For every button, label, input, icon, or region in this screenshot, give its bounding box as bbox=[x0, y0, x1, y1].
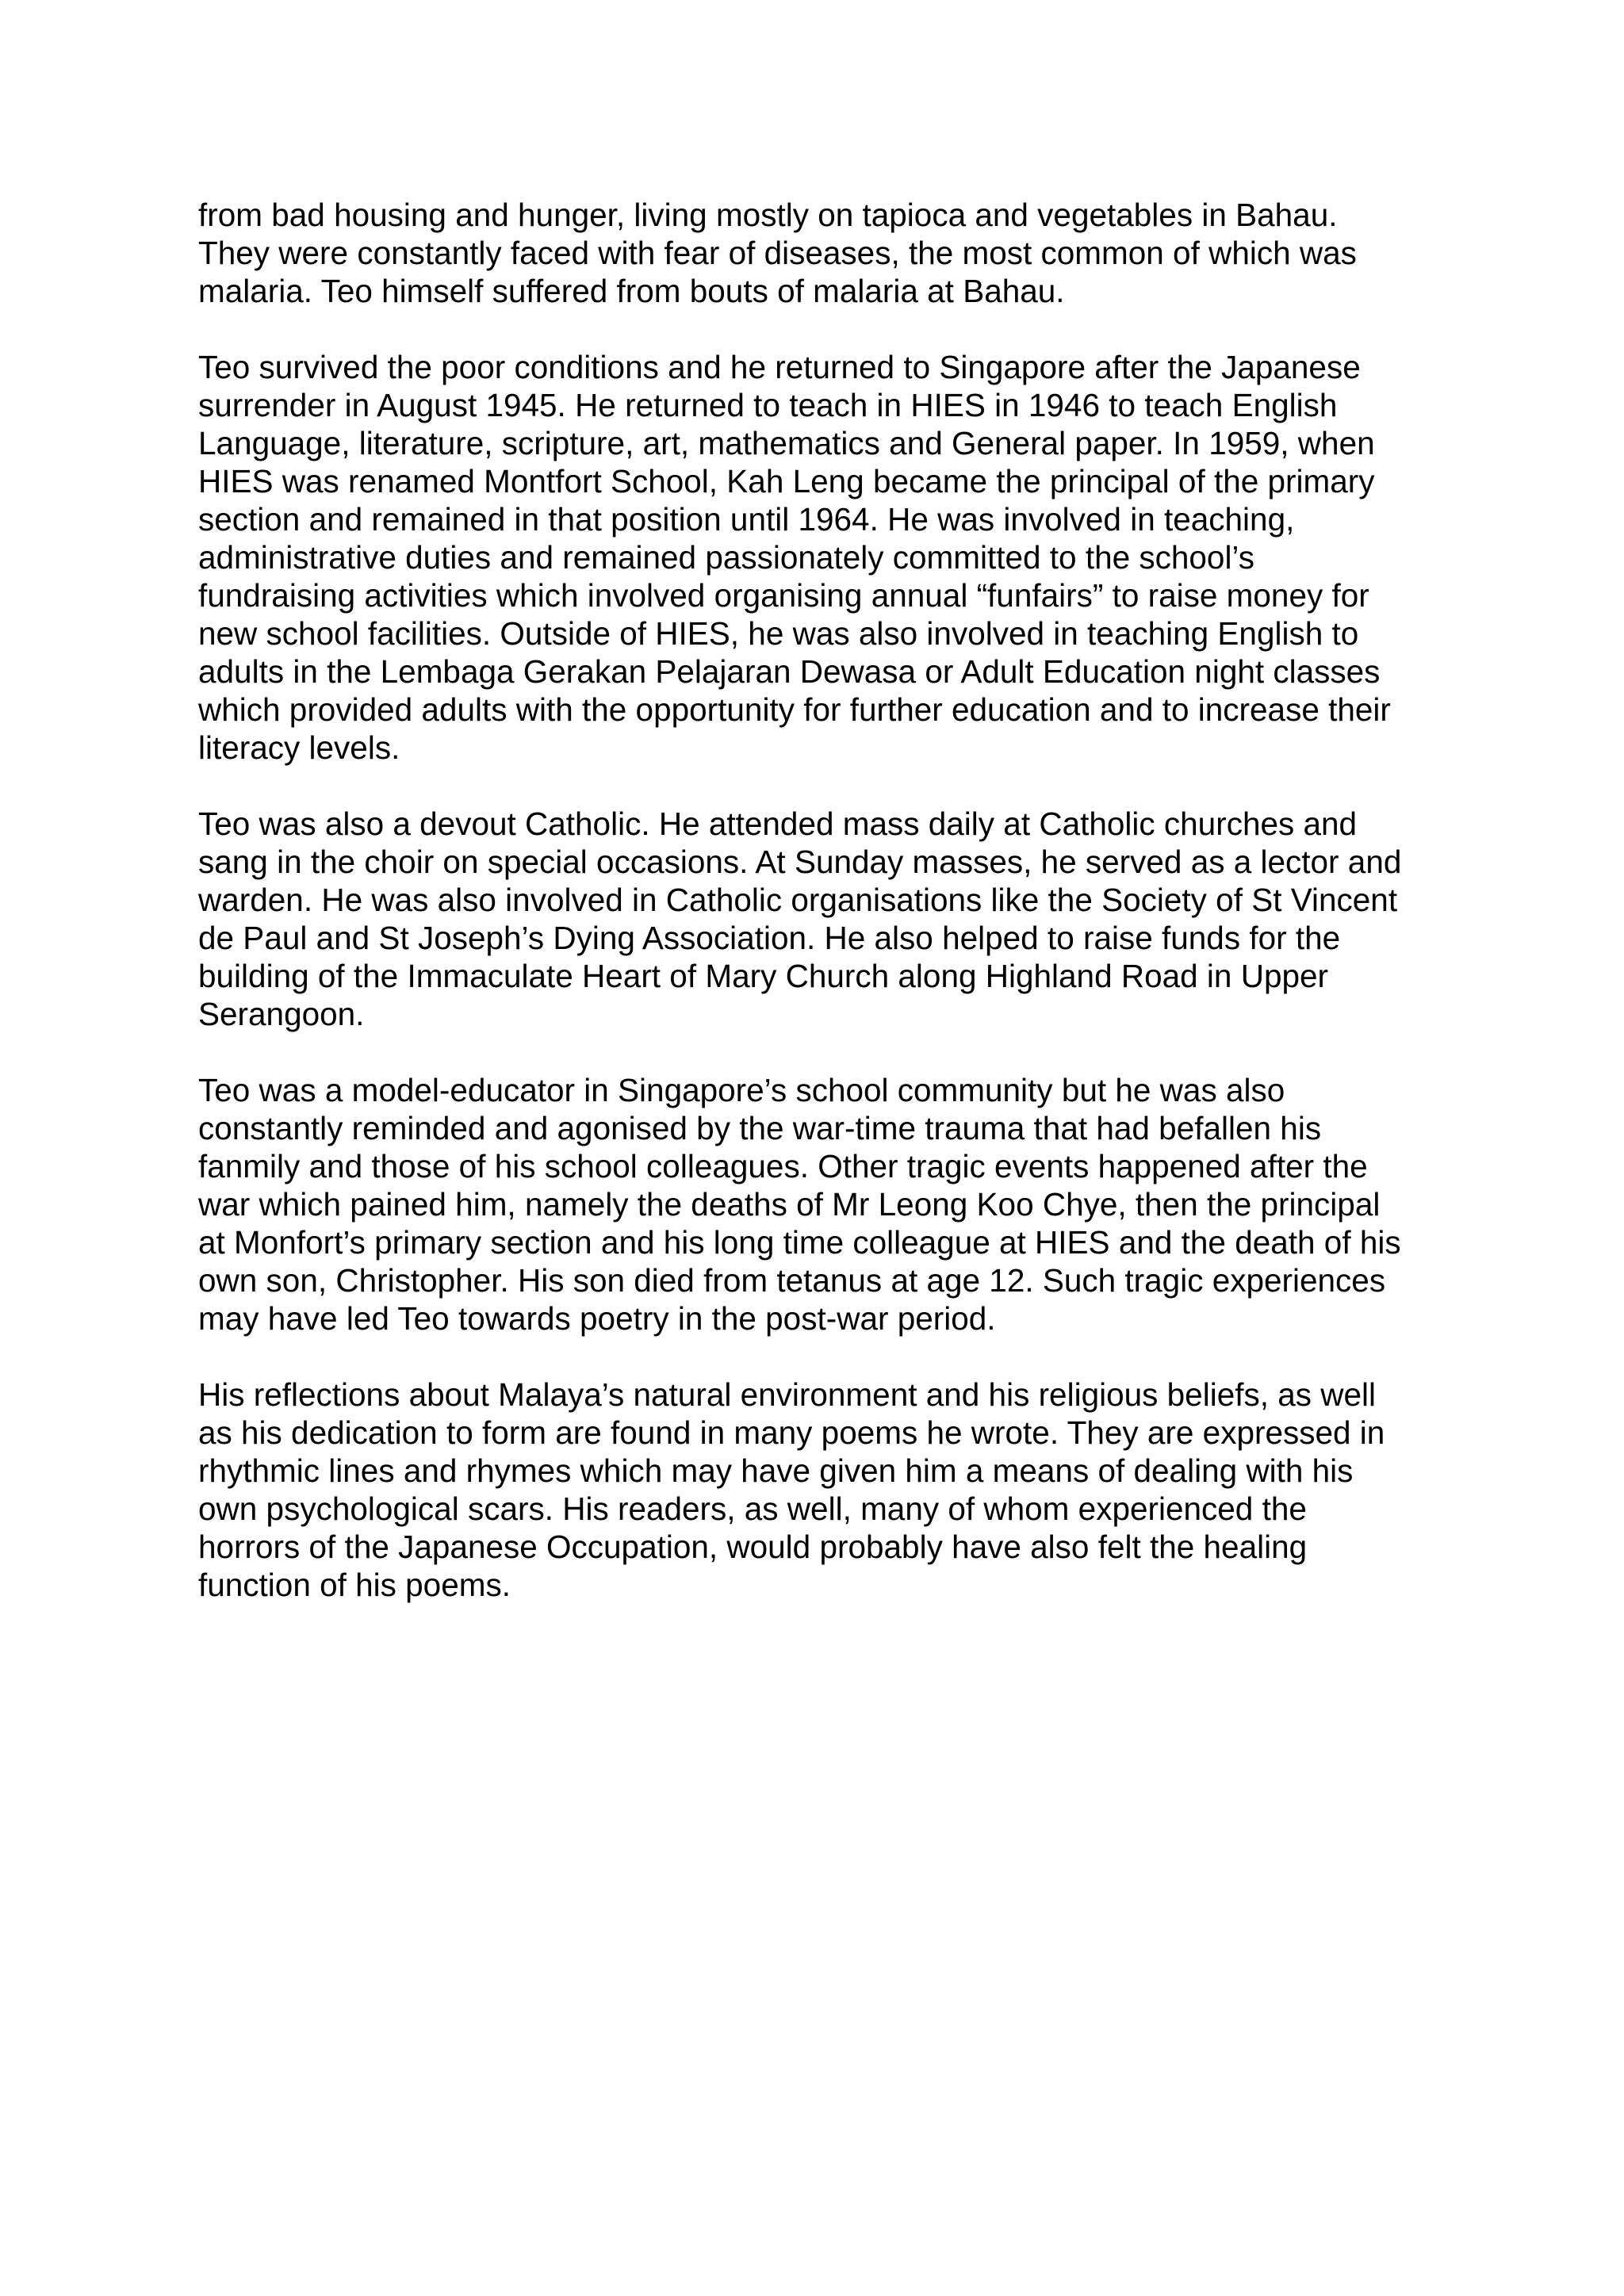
text-line: Language, literature, scripture, art, mathematics and General paper. In 1959, when bbox=[198, 425, 1375, 461]
text-line: fanmily and those of his school colleagues. Other tragic events happened after the bbox=[198, 1148, 1368, 1184]
text-line: from bad housing and hunger, living mostly on tapioca and vegetables in Bahau. bbox=[198, 197, 1338, 233]
paragraph-1 bbox=[198, 196, 1451, 310]
text-line: surrender in August 1945. He returned to teach in HIES in 1946 to teach English bbox=[198, 387, 1338, 423]
paragraph-3 bbox=[198, 805, 1451, 1033]
text-line: horrors of the Japanese Occupation, would probably have also felt the healing bbox=[198, 1529, 1308, 1565]
paragraph-5 bbox=[198, 1376, 1451, 1604]
text-line: building of the Immaculate Heart of Mary Church along Highland Road in Upper bbox=[198, 958, 1329, 994]
text-line: de Paul and St Joseph’s Dying Association. He also helped to raise funds for the bbox=[198, 920, 1341, 956]
text-line: fundraising activities which involved organising annual “funfairs” to raise money for bbox=[198, 577, 1369, 614]
text-line: HIES was renamed Montfort School, Kah Leng became the principal of the primary bbox=[198, 463, 1375, 499]
text-line: own son, Christopher. His son died from tetanus at age 12. Such tragic experiences bbox=[198, 1262, 1386, 1299]
paragraph-4 bbox=[198, 1071, 1451, 1337]
text-line: They were constantly faced with fear of diseases, the most common of which was bbox=[198, 235, 1357, 271]
text-line: literacy levels. bbox=[198, 729, 400, 766]
text-line: Serangoon. bbox=[198, 996, 365, 1032]
text-line: Teo survived the poor conditions and he returned to Singapore after the Japanese bbox=[198, 349, 1361, 385]
text-line: new school facilities. Outside of HIES, he was also involved in teaching English to bbox=[198, 615, 1359, 652]
text-line: His reflections about Malaya’s natural environment and his religious beliefs, as well bbox=[198, 1376, 1377, 1413]
text-line: as his dedication to form are found in many poems he wrote. They are expressed in bbox=[198, 1414, 1385, 1451]
text-line: function of his poems. bbox=[198, 1567, 511, 1603]
text-line: may have led Teo towards poetry in the post-war period. bbox=[198, 1300, 996, 1337]
text-line: warden. He was also involved in Catholic organisations like the Society of St Vincent bbox=[198, 882, 1398, 918]
text-line: which provided adults with the opportunity for further education and to increase their bbox=[198, 691, 1391, 728]
text-line: Teo was a model-educator in Singapore’s school community but he was also bbox=[198, 1072, 1285, 1108]
text-line: adults in the Lembaga Gerakan Pelajaran Dewasa or Adult Education night classes bbox=[198, 653, 1381, 690]
text-line: war which pained him, namely the deaths of Mr Leong Koo Chye, then the principal bbox=[198, 1186, 1381, 1223]
text-line: constantly reminded and agonised by the war-time trauma that had befallen his bbox=[198, 1110, 1322, 1146]
text-line: at Monfort’s primary section and his long time colleague at HIES and the death of his bbox=[198, 1224, 1401, 1261]
document-body bbox=[198, 196, 1451, 1642]
text-line: rhythmic lines and rhymes which may have given him a means of dealing with his bbox=[198, 1452, 1354, 1489]
text-line: section and remained in that position until 1964. He was involved in teaching, bbox=[198, 501, 1295, 538]
text-line: own psychological scars. His readers, as well, many of whom experienced the bbox=[198, 1490, 1307, 1527]
text-line: sang in the choir on special occasions. At Sunday masses, he served as a lector and bbox=[198, 844, 1402, 880]
text-line: administrative duties and remained passionately committed to the school’s bbox=[198, 539, 1254, 576]
text-line: Teo was also a devout Catholic. He attended mass daily at Catholic churches and bbox=[198, 806, 1358, 842]
text-line: malaria. Teo himself suffered from bouts of malaria at Bahau. bbox=[198, 273, 1065, 309]
paragraph-2 bbox=[198, 348, 1451, 767]
